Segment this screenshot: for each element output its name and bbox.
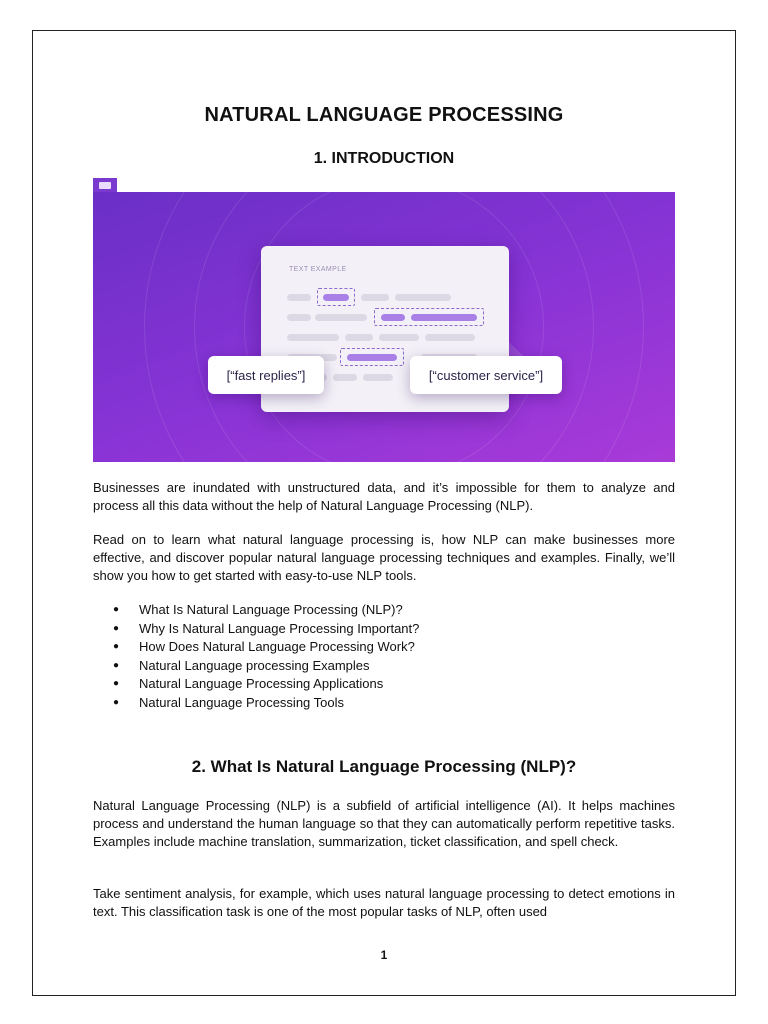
- page-number: 1: [380, 948, 388, 962]
- toc-item: [113, 620, 419, 639]
- intro-paragraph-2: Read on to learn what natural language processing is, how NLP can make businesses more effective, and discover popular natural language processing techniques and examples. Finally, we’ll show you how to get started with easy-to-use NLP tools.: [93, 532, 675, 583]
- section2-paragraph-1: Natural Language Processing (NLP) is a subfield of artificial intelligence (AI). It helps machines process and understand the human language so that they can automatically perform repetitive tasks. Examples include machine translation, summarization, ticket classification, and spell check.: [93, 798, 675, 849]
- hero-illustration: [93, 192, 675, 462]
- bullet-icon: ●: [113, 641, 120, 653]
- document-title: NATURAL LANGUAGE PROCESSING: [204, 104, 564, 126]
- toc-item-label: How Does Natural Language Processing Work?: [139, 639, 415, 655]
- section2-paragraph-2: Take sentiment analysis, for example, which uses natural language processing to detect emotions in text. This classification task is one of the most popular tasks of NLP, often used: [93, 886, 675, 919]
- toc-item: [113, 657, 419, 676]
- tag-customer-service: [“customer service”]: [410, 356, 562, 394]
- bullet-icon: ●: [113, 622, 120, 634]
- toc-item-label: Natural Language Processing Tools: [139, 694, 345, 710]
- bullet-icon: ●: [113, 604, 120, 615]
- toc-item: [113, 601, 419, 620]
- bullet-icon: ●: [113, 696, 120, 708]
- section-heading-what-is-nlp: 2. What Is Natural Language Processing (NLP)?: [191, 757, 577, 776]
- bullet-icon: ●: [113, 678, 120, 690]
- toc-item-label: Natural Language Processing Applications: [139, 676, 384, 692]
- toc-item: [113, 675, 419, 694]
- bullet-icon: ●: [113, 659, 120, 671]
- toc-item-label: Natural Language processing Examples: [139, 657, 370, 673]
- section-heading-introduction: 1. INTRODUCTION: [313, 150, 455, 167]
- intro-paragraph-1: Businesses are inundated with unstructured data, and it’s impossible for them to analyze and process all this data without the help of Natural Language Processing (NLP).: [93, 480, 675, 513]
- card-label: TEXT EXAMPLE: [289, 266, 347, 273]
- tag-fast-replies: [“fast replies”]: [208, 356, 324, 394]
- toc-item-label: What Is Natural Language Processing (NLP)?: [139, 602, 403, 617]
- toc-item: [113, 694, 419, 713]
- toc-item: [113, 638, 419, 657]
- toc-item-label: Why Is Natural Language Processing Important?: [139, 620, 420, 636]
- table-of-contents: [113, 601, 419, 713]
